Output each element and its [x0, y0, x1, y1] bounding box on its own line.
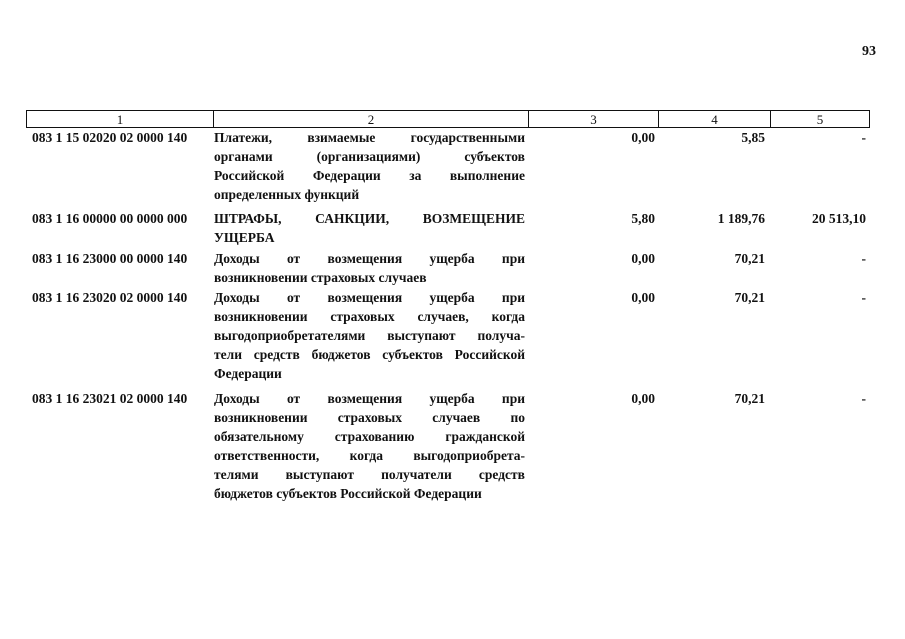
description-word: средств — [253, 347, 300, 362]
description-line: бюджетов субъектов Российской Федерации — [214, 486, 482, 501]
description-word: когда — [349, 448, 383, 463]
description-word: возникновении — [214, 410, 308, 425]
description-word: получа- — [477, 328, 525, 343]
row-code: 083 1 16 23020 02 0000 140 — [32, 290, 188, 305]
row-description — [214, 209, 525, 247]
header-cell-5: 5 — [816, 112, 824, 127]
description-line — [214, 307, 525, 326]
description-word: ущерба — [429, 290, 475, 305]
description-word: возмещения — [327, 251, 403, 266]
description-word: субъектов — [464, 149, 525, 164]
description-word: страховых — [330, 309, 395, 324]
description-line — [214, 249, 525, 268]
description-word: за — [409, 168, 422, 183]
table-header-row — [26, 110, 870, 128]
description-word: Платежи, — [214, 130, 273, 145]
row-code: 083 1 16 23000 00 0000 140 — [32, 251, 188, 266]
description-word: выгодоприобрета- — [413, 448, 525, 463]
description-word: случаев, — [417, 309, 469, 324]
description-word: ШТРАФЫ, — [214, 211, 282, 226]
description-word: страховых — [337, 410, 403, 425]
description-word: ущерба — [429, 391, 475, 406]
row-value-5: 20 513,10 — [812, 211, 866, 226]
description-line: Федерации — [214, 366, 282, 381]
description-word: обязательному — [214, 429, 304, 444]
description-word: от — [286, 391, 301, 406]
description-word: по — [510, 410, 525, 425]
description-word: взимаемые — [307, 130, 376, 145]
description-word: Федерации — [312, 168, 381, 183]
row-value-3: 0,00 — [631, 251, 655, 266]
description-word: средств — [478, 467, 525, 482]
description-word: возникновении — [214, 309, 308, 324]
description-word: ущерба — [429, 251, 475, 266]
description-line: УЩЕРБА — [214, 230, 275, 245]
page-number: 93 — [862, 44, 876, 59]
row-value-3: 5,80 — [631, 211, 655, 226]
description-word: бюджетов — [311, 347, 371, 362]
description-line — [214, 209, 525, 228]
description-word: выполнение — [449, 168, 525, 183]
description-line — [214, 446, 525, 465]
description-word: (организациями) — [316, 149, 421, 164]
description-word: выгодоприобретателями — [214, 328, 366, 343]
row-code: 083 1 16 00000 00 0000 000 — [32, 211, 188, 226]
description-line — [214, 389, 525, 408]
row-code: 083 1 16 23021 02 0000 140 — [32, 391, 188, 406]
row-value-5: - — [861, 130, 866, 145]
row-value-4: 70,21 — [734, 251, 765, 266]
description-word: телями — [214, 467, 259, 482]
row-value-5: - — [861, 290, 866, 305]
row-value-3: 0,00 — [631, 391, 655, 406]
row-code: 083 1 15 02020 02 0000 140 — [32, 130, 188, 145]
header-cell-3: 3 — [529, 111, 659, 127]
description-word: субъектов — [382, 347, 443, 362]
description-word: Доходы — [214, 391, 260, 406]
description-word: выступают — [387, 328, 456, 343]
row-value-5: - — [861, 251, 866, 266]
description-word: Российской — [214, 168, 285, 183]
description-word: случаев — [432, 410, 481, 425]
header-cell-4: 4 — [659, 111, 771, 127]
description-word: при — [501, 251, 525, 266]
row-value-5: - — [861, 391, 866, 406]
description-line — [214, 326, 525, 345]
description-word: выступают — [285, 467, 354, 482]
row-value-3: 0,00 — [631, 130, 655, 145]
description-word: ВОЗМЕЩЕНИЕ — [422, 211, 525, 226]
row-value-4: 70,21 — [734, 391, 765, 406]
description-word: от — [286, 290, 301, 305]
row-value-4: 5,85 — [741, 130, 765, 145]
row-description — [214, 249, 525, 287]
description-word: Доходы — [214, 290, 260, 305]
description-line — [214, 345, 525, 364]
description-word: возмещения — [327, 290, 403, 305]
row-description — [214, 288, 525, 383]
description-line — [214, 465, 525, 484]
description-word: САНКЦИИ, — [315, 211, 390, 226]
description-word: при — [501, 290, 525, 305]
description-line — [214, 288, 525, 307]
description-word: органами — [214, 149, 273, 164]
description-word: от — [286, 251, 301, 266]
description-word: страхованию — [334, 429, 415, 444]
header-cell-2: 2 — [214, 111, 529, 127]
description-word: ответственности, — [214, 448, 320, 463]
description-line: определенных функций — [214, 187, 360, 202]
description-word: государственными — [410, 130, 525, 145]
row-value-4: 70,21 — [734, 290, 765, 305]
description-line — [214, 427, 525, 446]
row-value-3: 0,00 — [631, 290, 655, 305]
description-line — [214, 166, 525, 185]
description-word: Доходы — [214, 251, 260, 266]
description-word: гражданской — [445, 429, 525, 444]
description-word: когда — [491, 309, 525, 324]
row-value-4: 1 189,76 — [717, 211, 765, 226]
description-line — [214, 147, 525, 166]
description-word: возмещения — [327, 391, 403, 406]
description-word: получатели — [381, 467, 452, 482]
header-cell-1: 1 — [27, 111, 214, 127]
description-word: при — [501, 391, 525, 406]
row-description — [214, 389, 525, 503]
description-word: тели — [214, 347, 242, 362]
description-word: Российской — [454, 347, 525, 362]
description-line: возникновении страховых случаев — [214, 270, 427, 285]
description-line — [214, 408, 525, 427]
description-line — [214, 128, 525, 147]
row-description — [214, 128, 525, 204]
